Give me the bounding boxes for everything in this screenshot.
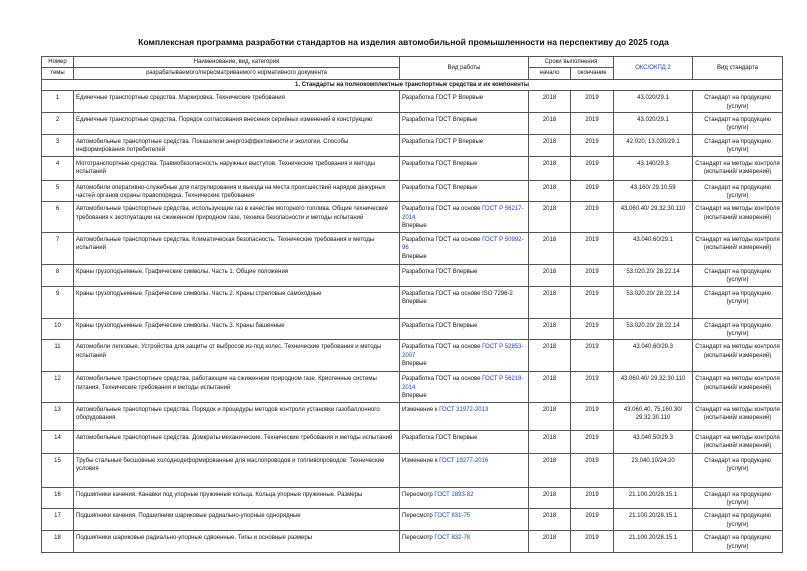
row-std: Стандарт на методы контроля (испытаний/ измерений) [693,232,783,264]
header-row-1 [42,57,783,68]
row-end: 2019 [571,453,614,487]
row-std: Стандарт на продукцию (услуги) [693,91,783,113]
work-text: Разработка ГОСТ Впервые [402,268,478,275]
row-number: 16 [42,487,74,509]
work-text: Изменение к [402,406,440,413]
work-text: Разработка ГОСТ на основе [402,236,483,243]
table-row [42,430,783,453]
standard-link[interactable]: ГОСТ Р 56218-2014 [402,376,524,391]
row-work [400,232,529,264]
table-row [42,372,783,402]
table-row [42,318,783,340]
row-work [400,286,529,318]
row-work [400,340,529,372]
table-row [42,264,783,286]
work-tail: Впервые [402,393,427,400]
table-row [42,232,783,264]
row-start: 2018 [529,134,571,156]
row-name: Подшипники качения. Подшипники шариковые радиально-упорные однорядные [74,509,400,531]
row-oks: 43.060.40/ 29.32.30.110 [614,372,693,402]
row-name: Автомобильные транспортные средства, работающие на сжиженном природном газе. Криогенные системы питания. Технические требования и методы испытаний [74,372,400,402]
table-row [42,509,783,531]
row-std: Стандарт на продукцию (услуги) [693,286,783,318]
row-work [400,487,529,509]
row-number: 2 [42,113,74,135]
work-text: Изменение к [402,457,440,464]
table-row [42,453,783,487]
row-work [400,202,529,232]
row-name: Подшипники шариковые радиально-упорные сдвоенные. Типы и основные размеры [74,531,400,553]
table-row [42,487,783,509]
row-number: 14 [42,430,74,453]
row-number: 1 [42,91,74,113]
row-end: 2019 [571,430,614,453]
row-std: Стандарт на продукцию (услуги) [693,531,783,553]
standard-link[interactable]: ГОСТ Р 56217-2014 [402,206,524,221]
row-name: Автомобильные транспортные средства, использующие газ в качестве моторного топлива. Общие технические требования к эксплуатации на сжиженном природном газе, техника безопасности и методы испытаний [74,202,400,232]
standard-link[interactable]: ГОСТ 831-75 [434,513,471,520]
row-number: 17 [42,509,74,531]
row-end: 2019 [571,113,614,135]
row-name: Краны грузоподъемные. Графические символы. Часть 2. Краны стреловые самоходные [74,286,400,318]
row-start: 2018 [529,156,571,180]
row-name: Единичные транспортные средства. Порядок согласования внесения серийных изменений в конструкцию [74,113,400,135]
row-std: Стандарт на продукцию (услуги) [693,180,783,202]
table-row [42,156,783,180]
header-number-2: темы [42,68,74,79]
row-std: Стандарт на методы контроля (испытаний/ измерений) [693,340,783,372]
row-end: 2019 [571,134,614,156]
row-std: Стандарт на методы контроля (испытаний/ измерений) [693,156,783,180]
row-end: 2019 [571,487,614,509]
row-std: Стандарт на продукцию (услуги) [693,134,783,156]
row-std: Стандарт на продукцию (услуги) [693,264,783,286]
row-end: 2019 [571,180,614,202]
standards-table [41,56,783,553]
row-oks: 43.060.40, 75.160.30/ 29.32.30.110 [614,402,693,430]
standard-link[interactable]: ГОСТ Р 50992-96 [402,236,524,252]
row-start: 2018 [529,531,571,553]
row-start: 2018 [529,318,571,340]
row-work [400,264,529,286]
work-text: Разработка ГОСТ на основе [402,344,483,351]
table-row [42,91,783,113]
row-end: 2019 [571,402,614,430]
row-number: 15 [42,453,74,487]
row-number: 12 [42,372,74,402]
work-text: Разработка ГОСТ Впервые [402,160,478,167]
row-oks: 21.100.20/28.15.1 [614,509,693,531]
row-oks: 43.060.40/ 29.32.30.110 [614,202,693,232]
header-work: Вид работы [400,57,529,80]
row-work [400,134,529,156]
header-number: Номер [42,57,74,68]
standard-link[interactable]: ГОСТ 832-78 [434,535,471,542]
row-name: Краны грузоподъемные. Графические символы. Часть 3. Краны башенные [74,318,400,340]
row-oks: 42.020, 13.020/29.1 [614,134,693,156]
row-number: 5 [42,180,74,202]
row-name: Автомобили легковые. Устройства для защиты от выбросов из-под колес. Технические требования и методы испытаний [74,340,400,372]
row-number: 9 [42,286,74,318]
work-tail: Впервые [402,253,427,260]
row-name: Мототранспортные средства. Травмобезопасность наружных выступов. Технические требования и методы испытаний [74,156,400,180]
row-end: 2019 [571,202,614,232]
header-end: окончание [571,68,614,79]
work-tail: Впервые [402,298,427,305]
work-text: Разработка ГОСТ Впервые [402,434,478,441]
row-start: 2018 [529,264,571,286]
row-work [400,156,529,180]
row-number: 18 [42,531,74,553]
row-end: 2019 [571,531,614,553]
row-end: 2019 [571,509,614,531]
header-std: Вид стандарта [693,57,783,80]
table-row [42,113,783,135]
row-work [400,91,529,113]
row-number: 3 [42,134,74,156]
work-text: Разработка ГОСТ Впервые [402,322,478,329]
row-start: 2018 [529,453,571,487]
row-oks: 43.020/29.1 [614,113,693,135]
row-name: Краны грузоподъемные. Графические символы. Часть 1. Общие положения [74,264,400,286]
work-tail: Впервые [402,361,427,368]
work-text: Разработка ГОСТ Р Впервые [402,95,484,102]
row-start: 2018 [529,232,571,264]
row-number: 11 [42,340,74,372]
row-oks: 43.140/29.3 [614,156,693,180]
row-oks: 53.020.20/ 28.22.14 [614,286,693,318]
table-row [42,180,783,202]
row-std: Стандарт на продукцию (услуги) [693,318,783,340]
row-std: Стандарт на методы контроля (испытаний/ измерений) [693,202,783,232]
row-oks: 43.040.60/29.3 [614,340,693,372]
row-name: Единичные транспортные средства. Маркировка. Технические требования [74,91,400,113]
work-text: Пересмотр [402,535,435,542]
row-work [400,453,529,487]
standard-link[interactable]: ГОСТ 2893-82 [434,491,474,498]
work-tail: Впервые [402,223,427,230]
row-number: 6 [42,202,74,232]
row-work [400,509,529,531]
document-title: Комплексная программа разработки стандартов на изделия автомобильной промышленности на перспективу до 2025 года [138,37,669,47]
row-end: 2019 [571,340,614,372]
header-start: начало [529,68,571,79]
row-name: Подшипники качения. Канавки под упорные пружинные кольца. Кольца упорные пружинные. Размеры [74,487,400,509]
row-oks: 43.040.50/29.3 [614,430,693,453]
row-work [400,430,529,453]
table-row [42,134,783,156]
row-start: 2018 [529,430,571,453]
row-name: Трубы стальные бесшовные холоднодеформированные для маслопроводов и топливопроводов. Технические условия [74,453,400,487]
row-oks: 43.040.60/29.1 [614,232,693,264]
row-end: 2019 [571,232,614,264]
row-end: 2019 [571,91,614,113]
row-end: 2019 [571,372,614,402]
row-work [400,531,529,553]
header-oks[interactable]: ОКС/ОКПД 2 [614,57,693,80]
row-name: Автомобильные транспортные средства. Домкраты механические. Технические требования и методы испытаний [74,430,400,453]
row-oks: 53.020.20/ 28.22.14 [614,318,693,340]
standard-link[interactable]: ГОСТ Р 52853-2007 [402,344,524,359]
row-oks: 43.020/29.1 [614,91,693,113]
row-work [400,372,529,402]
row-number: 8 [42,264,74,286]
row-oks: 21.100.20/28.15.1 [614,531,693,553]
work-text: Пересмотр [402,513,435,520]
row-start: 2018 [529,202,571,232]
section-row [42,79,783,90]
row-start: 2018 [529,91,571,113]
row-std: Стандарт на методы контроля (испытаний/ измерений) [693,372,783,402]
row-number: 10 [42,318,74,340]
row-name: Автомобильные транспортные средства. Показатели энергоэффективности и экологии. Способы информирования потребителей [74,134,400,156]
work-text: Пересмотр [402,491,435,498]
work-text: Разработка ГОСТ на основе ISO 7296-2 [402,290,513,297]
header-terms: Сроки выполнения [529,57,614,68]
row-start: 2018 [529,180,571,202]
work-text: Разработка ГОСТ на основе [402,206,483,213]
section-title: 1. Стандарты на полнокомплектные транспортные средства и их компоненты [42,79,783,90]
row-start: 2018 [529,340,571,372]
row-oks: 21.100.20/28.15.1 [614,487,693,509]
row-number: 7 [42,232,74,264]
row-end: 2019 [571,318,614,340]
row-std: Стандарт на продукцию (услуги) [693,453,783,487]
row-number: 4 [42,156,74,180]
row-work [400,113,529,135]
table-row [42,286,783,318]
work-text: Разработка ГОСТ на основе [402,376,483,383]
table-row [42,402,783,430]
work-text: Разработка ГОСТ Р Впервые [402,138,484,145]
row-name: Автомобильные транспортные средства. Порядок и процедуры методов контроля установки газобаллонного оборудования [74,402,400,430]
row-std: Стандарт на методы контроля (испытаний/ измерений) [693,430,783,453]
row-oks: 23.040.10/24.20 [614,453,693,487]
standard-link[interactable]: ГОСТ 31972-2013 [439,406,489,413]
row-start: 2018 [529,113,571,135]
work-text: Разработка ГОСТ Впервые [402,184,478,191]
row-work [400,180,529,202]
row-number: 13 [42,402,74,430]
standard-link[interactable]: ГОСТ 19277-2016 [439,457,489,464]
row-start: 2018 [529,402,571,430]
row-work [400,318,529,340]
header-name-2: разрабатываемого/пересматриваемого нормативного документа [74,68,400,79]
row-std: Стандарт на продукцию (услуги) [693,113,783,135]
table-row [42,202,783,232]
row-start: 2018 [529,487,571,509]
row-end: 2019 [571,264,614,286]
row-start: 2018 [529,372,571,402]
row-end: 2019 [571,156,614,180]
row-start: 2018 [529,509,571,531]
work-text: Разработка ГОСТ Впервые [402,117,478,124]
row-name: Автомобильные транспортные средства. Климатическая безопасность. Технические требования и методы испытаний [74,232,400,264]
row-std: Стандарт на методы контроля (испытаний/ измерений) [693,402,783,430]
row-work [400,402,529,430]
row-std: Стандарт на продукцию (услуги) [693,509,783,531]
row-name: Автомобили оперативно-служебные для патрулирования и выезда на места происшествий нарядов дежурных частей органов охраны правопорядка. Технические требования [74,180,400,202]
row-oks: 53.020.20/ 28.22.14 [614,264,693,286]
table-row [42,340,783,372]
row-oks: 43.160/ 29.10.59 [614,180,693,202]
row-std: Стандарт на продукцию (услуги) [693,487,783,509]
row-end: 2019 [571,286,614,318]
row-start: 2018 [529,286,571,318]
table-row [42,531,783,553]
header-name: Наименование, вид, категория [74,57,400,68]
